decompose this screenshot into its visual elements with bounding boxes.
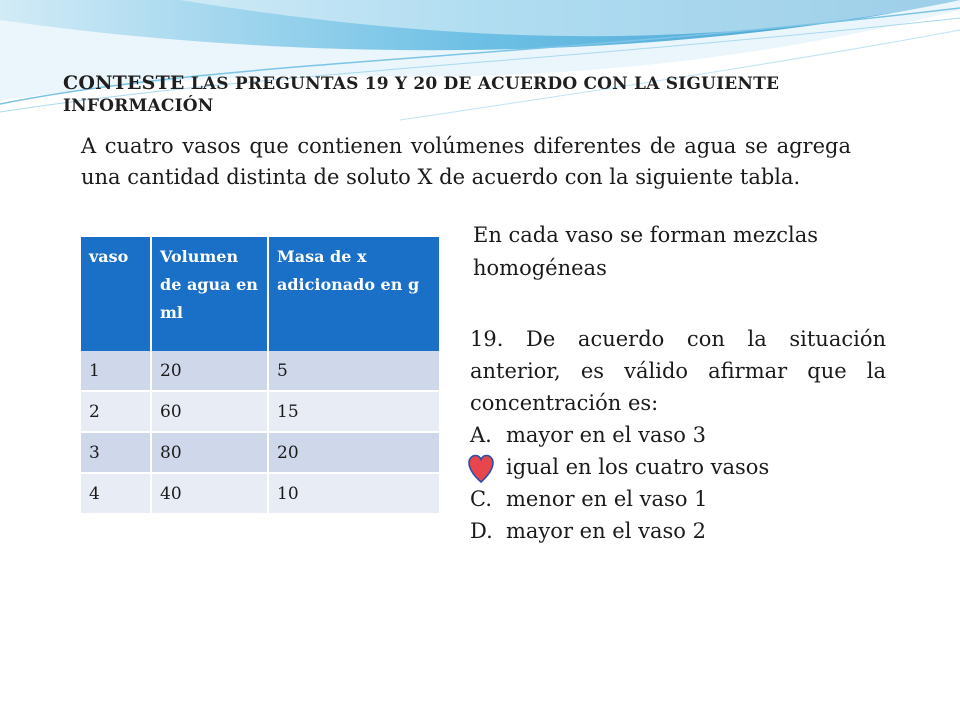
cell-vaso: 1 <box>81 351 151 391</box>
table-row <box>81 473 439 514</box>
intro-paragraph: A cuatro vasos que contienen volúmenes diferentes de agua se agrega una cantidad distinta de soluto X de acuerdo con la siguiente tabla. <box>81 134 851 189</box>
cell-volumen: 20 <box>151 351 268 391</box>
header-vaso: vaso <box>81 237 151 351</box>
option-text: mayor en el vaso 3 <box>506 423 706 447</box>
option-text: igual en los cuatro vasos <box>506 455 770 479</box>
cell-masa: 5 <box>268 351 439 391</box>
cell-volumen: 40 <box>151 473 268 514</box>
header-masa: Masa de x adicionado en g <box>268 237 439 351</box>
cell-vaso: 2 <box>81 391 151 432</box>
header-volumen: Volumen de agua en ml <box>151 237 268 351</box>
cell-volumen: 80 <box>151 432 268 473</box>
question-stem: 19. De acuerdo con la situación anterior, es válido afirmar que la concentración es: <box>470 327 886 415</box>
heading-rest: LAS PREGUNTAS 19 Y 20 DE ACUERDO CON LA SIGUIENTE INFORMACIÓN <box>63 74 780 116</box>
option-a[interactable] <box>470 419 886 451</box>
cell-vaso: 3 <box>81 432 151 473</box>
table-row <box>81 391 439 432</box>
cell-vaso: 4 <box>81 473 151 514</box>
heading-lead: CONTESTE <box>63 72 185 94</box>
cell-masa: 15 <box>268 391 439 432</box>
section-heading <box>63 72 903 117</box>
option-text: mayor en el vaso 2 <box>506 519 706 543</box>
option-letter-marked <box>470 451 506 483</box>
question-19 <box>470 323 886 547</box>
option-d[interactable] <box>470 515 886 547</box>
cell-volumen: 60 <box>151 391 268 432</box>
mixture-note: En cada vaso se forman mezclas homogéneas <box>473 223 819 280</box>
cell-masa: 20 <box>268 432 439 473</box>
table-header-row <box>81 237 439 351</box>
option-b[interactable] <box>470 451 886 483</box>
table-row <box>81 351 439 391</box>
option-letter: A. <box>470 423 492 447</box>
option-letter: C. <box>470 487 492 511</box>
option-text: menor en el vaso 1 <box>506 487 708 511</box>
solute-table <box>81 237 439 515</box>
option-letter: D. <box>470 519 493 543</box>
option-c[interactable] <box>470 483 886 515</box>
cell-masa: 10 <box>268 473 439 514</box>
heart-icon <box>468 454 494 484</box>
table-row <box>81 432 439 473</box>
